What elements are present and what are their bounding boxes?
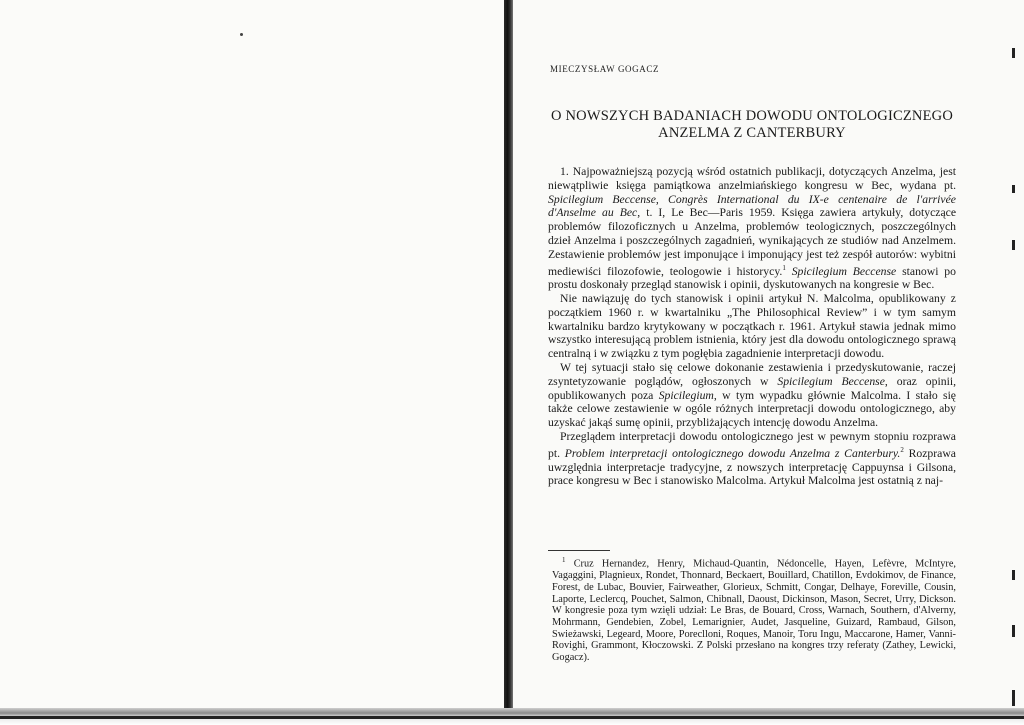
page-speck xyxy=(240,33,243,36)
p3-text-a: W tej sytuacji stało się celowe dokonanie zestawienia i przedyskutowanie, raczej zsyntetyzowanie poglądów, ogłoszonych w xyxy=(548,361,956,388)
footnote-ref-1: 1 xyxy=(782,263,786,272)
p3-italic-d: Spicilegium xyxy=(658,388,714,402)
footnote-ref-2: 2 xyxy=(900,445,904,454)
paragraph-4 xyxy=(548,430,956,488)
p4-italic-b: Problem interpretacji ontologicznego dowodu Anzelma z Canterbury. xyxy=(564,446,901,460)
running-head: MIECZYSŁAW GOGACZ xyxy=(550,64,660,74)
p3-text-c: , oraz opinii, opublikowanych poza xyxy=(548,374,956,402)
footnote-text: Cruz Hernandez, Henry, Michaud-Quantin, Nédoncelle, Hayen, Lefèvre, McIntyre, Vagaggini, Plagnieux, Rondet, Thonnard, Beckaert, Bouillard, Chatillon, Evdokimov, de Finance, Forest, de Lubac, Bouvier, Fairweather, Glorieux, Schmitt, Congar, Delhaye, Foreville, Cousin, Laporte, Leclercq, Pouchet, Salmon, Chibnall, Daoust, Dickinson, Mason, Secret, Urry, Dickson. W kongresie poza tym wzięli udział: Le Bras, de Bouard, Cross, Warnach, Southern, d'Alverny, Mohrmann, Gendebien, Zobel, Lemarignier, Audet, Jasqueline, Guizard, Rambaud, Gilson, Swieżawski, Legeard, Moore, Poreclloni, Roques, Manoir, Toru Ingu, Maccarone, Hamer, Vanni-Rovighi, Grammont, Kłoczowski. Z Polski przesłano na kongres trzy referaty (Zathey, Lewicki, Gogacz). xyxy=(552,558,956,664)
edge-mark xyxy=(1012,570,1015,580)
article-body xyxy=(548,165,956,488)
footnote-paragraph xyxy=(552,555,956,664)
edge-mark xyxy=(1012,185,1015,193)
p1-italic-spicilegium: Spicilegium Beccense xyxy=(791,264,897,278)
p4-text-a: Przeglądem interpretacji dowodu ontologicznego jest w pewnym stopniu rozprawa pt. xyxy=(548,430,956,460)
p1-text-c: , t. I, Le Bec—Paris 1959. Księga zawiera artykuły, dotyczące problemów filozoficznych u Anzelma, problemów teologicznych, poszczególnych dzieł Anzelma i poszczególnych zagadnień, wynikających ze studiów nad Anzelmem. Zestawienie problemów jest imponujące i imponujący jest też zespół autorów: wybitni mediewiści filozofowie, teologowie i historycy. xyxy=(548,206,957,278)
edge-mark xyxy=(1012,48,1015,58)
title-line-1: O NOWSZYCH BADANIACH DOWODU ONTOLOGICZNEGO xyxy=(550,108,954,124)
p4-text-c: Rozprawa uwzględnia interpretacje tradycyjne, z nowszych interpretację Cappuynsa i Gilsona, prace kongresu w Bec i stanowisko Malcolma. Artykuł Malcolma jest ostatnią z naj- xyxy=(548,446,956,488)
footnote-rule xyxy=(548,550,610,551)
title-line-2: ANZELMA Z CANTERBURY xyxy=(658,125,846,141)
edge-mark xyxy=(1012,240,1015,250)
scan-bottom-line xyxy=(0,716,1024,719)
footnote-1 xyxy=(552,555,956,664)
edge-mark xyxy=(1012,625,1015,637)
left-blank-page xyxy=(0,0,504,725)
footnote-number: 1 xyxy=(562,556,566,564)
p3-text-e: , w tym wypadku głównie Malcolma. I stało się także celowe zestawienie w ogóle różnych interpretacji dowodu ontologicznego, aby uzyskać jakąś sumę opinii, przybliżających intencję dowodu Anzelma. xyxy=(548,388,956,430)
paragraph-3 xyxy=(548,361,956,430)
book-binding-shadow xyxy=(504,0,513,725)
paragraph-1 xyxy=(548,165,956,292)
p1-italic-title: Spicilegium Beccense, Congrès International du IX-e centenaire de l'arrivée d'Anselme au Bec xyxy=(548,192,956,220)
edge-mark xyxy=(1012,690,1015,706)
p1-text-a: 1. Najpoważniejszą pozycją wśród ostatnich publikacji, dotyczących Anzelma, jest niewątpliwie księga pamiątkowa anzelmiańskiego kongresu w Bec, wydana pt. xyxy=(548,165,956,192)
p3-italic-b: Spicilegium Beccense xyxy=(777,374,885,388)
paragraph-2: Nie nawiązuję do tych stanowisk i opinii artykuł N. Malcolma, opublikowany z początkiem 1960 r. w kwartalniku „The Philosophical Review” i w tym samym kwartalniku bardzo krytykowany w początkach r. 1961. Artykuł stawia jednak mimo wszystko interesującą problem istnienia, który jest dla dowodu ontologicznego sprawą centralną i w związku z tym pogłębia zagadnienie interpretacji dowodu. xyxy=(548,292,956,361)
p1-text-f: stanowi po prostu doskonały przegląd stanowisk i opinii, dyskutowanych na kongresie w Bec. xyxy=(548,264,956,292)
article-title xyxy=(548,108,956,142)
